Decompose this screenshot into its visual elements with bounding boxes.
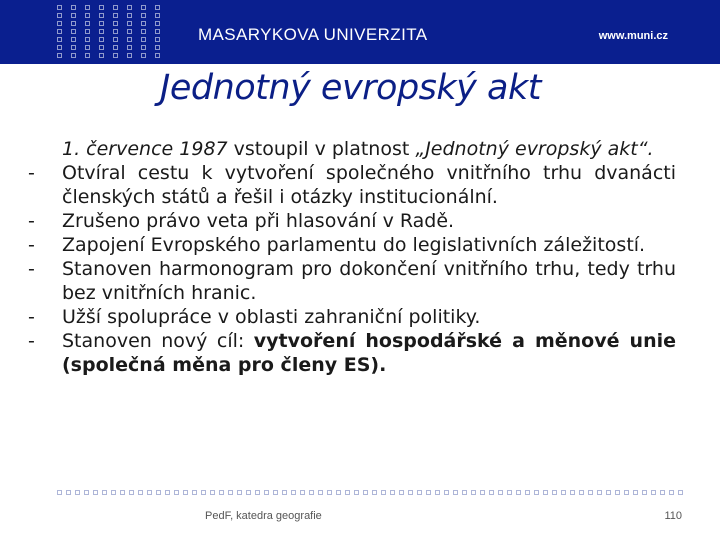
header-bar <box>0 0 720 64</box>
slide-content <box>28 137 676 377</box>
list-item-text: Stanoven nový cíl: <box>62 330 254 352</box>
list-item <box>28 209 676 233</box>
list-item <box>28 257 676 305</box>
list-item <box>28 233 676 257</box>
list-item <box>28 305 676 329</box>
footer-text: PedF, katedra geografie <box>205 510 322 522</box>
university-name: MASARYKOVA UNIVERZITA <box>198 25 428 44</box>
logo-grid <box>56 4 168 60</box>
dash-bullet: - <box>28 210 35 232</box>
dash-bullet: - <box>28 234 35 256</box>
dash-bullet: - <box>28 258 35 280</box>
list-item-text: Otvíral cestu k vytvoření společného vnitřního trhu dvanácti členských států a řešil i otázky institucionální. <box>62 162 676 208</box>
page-number: 110 <box>664 510 682 522</box>
dash-bullet: - <box>28 162 35 184</box>
lead-date: 1. července 1987 <box>62 138 228 160</box>
dash-bullet: - <box>28 306 35 328</box>
list-item-text: Stanoven harmonogram pro dokončení vnitřního trhu, tedy trhu bez vnitřních hranic. <box>62 258 676 304</box>
footer-dot-line <box>57 490 687 500</box>
list-item-text: Užší spolupráce v oblasti zahraniční politiky. <box>62 306 481 328</box>
slide-title: Jednotný evropský akt <box>160 68 541 108</box>
list-item-text: Zrušeno právo veta při hlasování v Radě. <box>62 210 455 232</box>
list-item-bold-text: vytvoření hospodářské a měnové unie (společná měna pro členy ES). <box>62 330 676 376</box>
lead-quote: „Jednotný evropský akt“. <box>415 138 654 160</box>
lead-text: vstoupil v platnost <box>227 138 416 160</box>
list-item-text: Zapojení Evropského parlamentu do legislativních záležitostí. <box>62 234 646 256</box>
dash-bullet: - <box>28 330 35 352</box>
list-item <box>28 161 676 209</box>
university-url[interactable]: www.muni.cz <box>598 30 668 42</box>
lead-paragraph <box>28 137 676 161</box>
list-item <box>28 329 676 377</box>
